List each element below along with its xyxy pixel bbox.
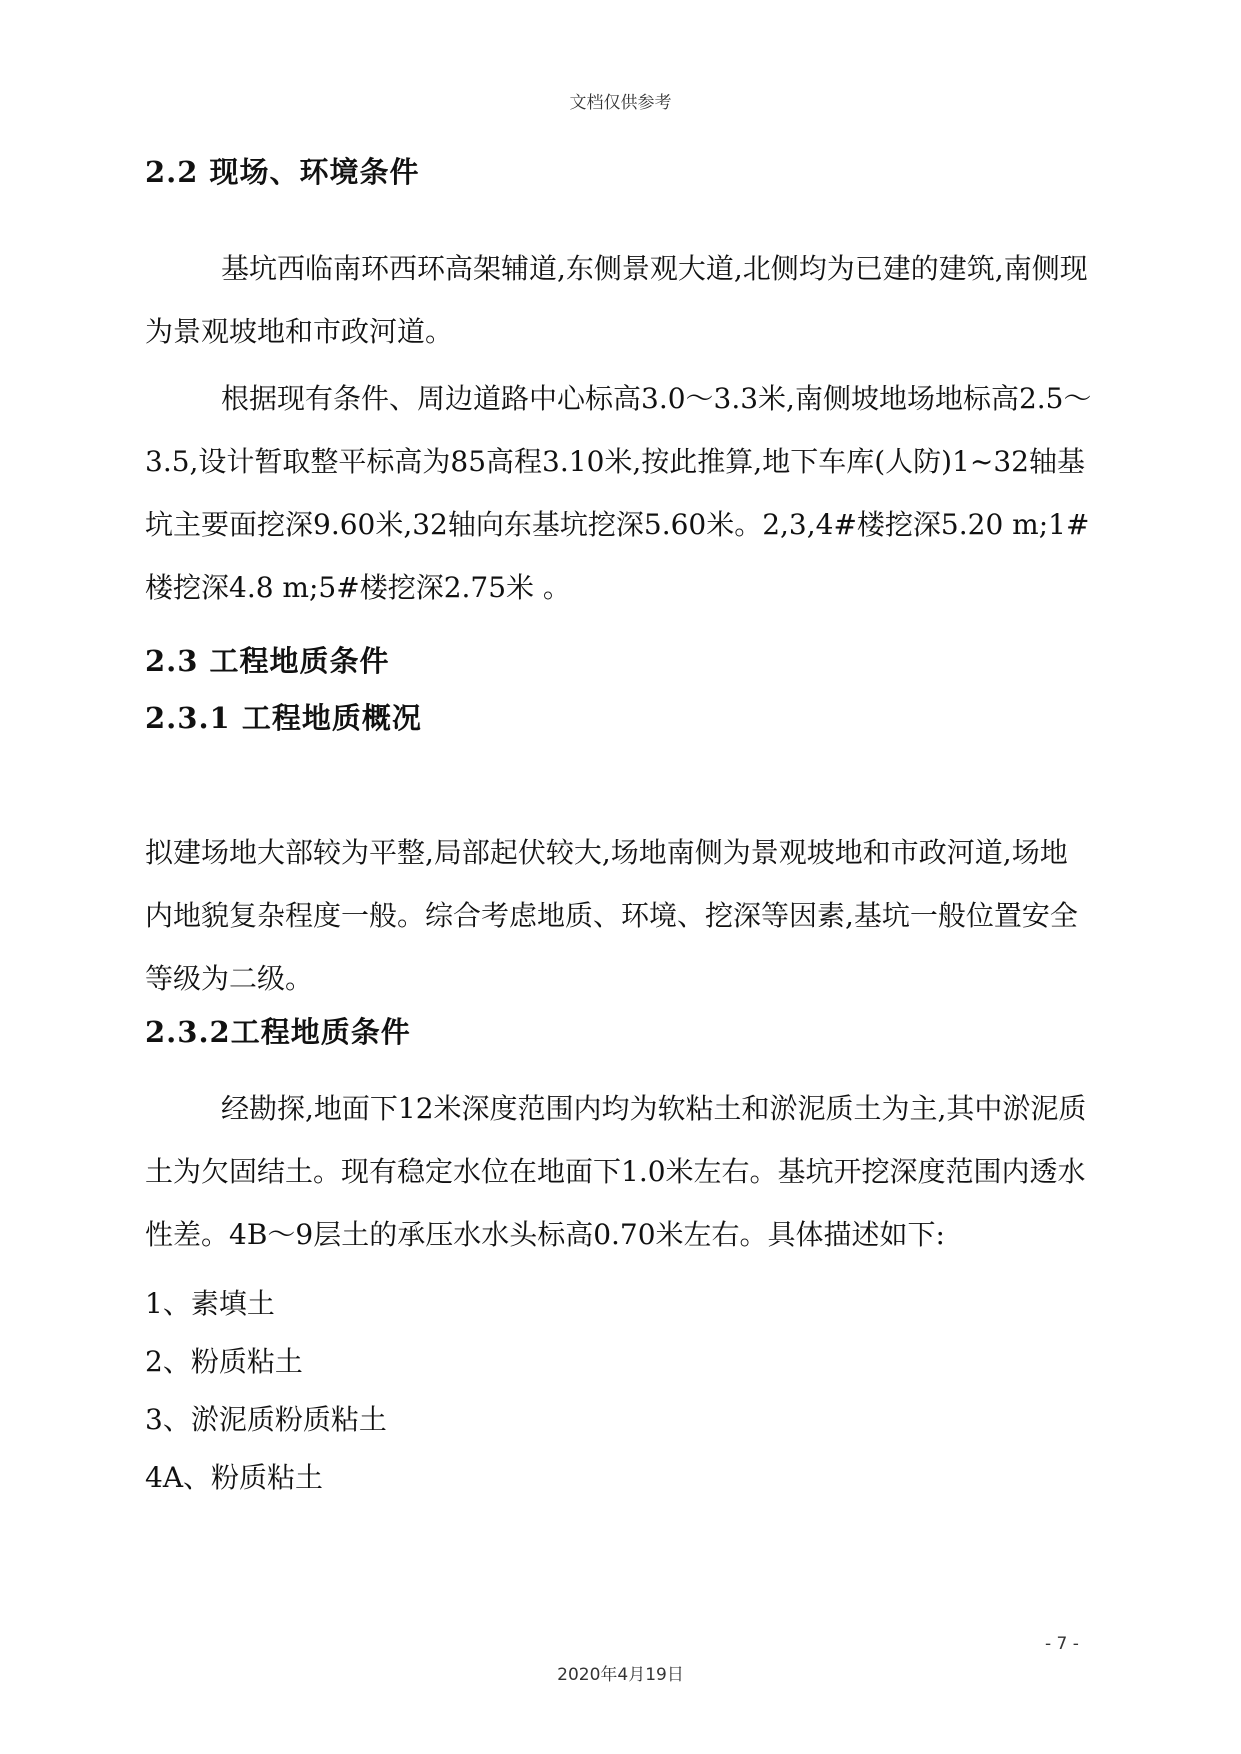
section-2-3-1-paragraph: 拟建场地大部较为平整,局部起伏较大,场地南侧为景观坡地和市政河道,场地内地貌复杂程度一般。综合考虑地质、环境、挖深等因素,基坑一般位置安全等级为二级。: [145, 836, 1078, 995]
list-item: 4A、粉质粘土: [145, 1461, 324, 1494]
page-number: - 7 -: [1045, 1634, 1079, 1654]
footer-date: 2020年4月19日: [557, 1665, 684, 1685]
section-2-2-paragraph-1: 基坑西临南环西环高架辅道,东侧景观大道,北侧均为已建的建筑,南侧现为景观坡地和市政河道。: [145, 252, 1088, 348]
section-2-3-2-heading: 2.3.2工程地质条件: [145, 1015, 411, 1049]
section-2-3-2-paragraph: 经勘探,地面下12米深度范围内均为软粘土和淤泥质土为主,其中淤泥质土为欠固结土。现有稳定水位在地面下1.0米左右。基坑开挖深度范围内透水性差。4B～9层土的承压水水头标高0.70米左右。具体描述如下:: [145, 1092, 1087, 1251]
page-header-watermark: 文档仅供参考: [569, 93, 672, 113]
section-2-3-heading: 2.3 工程地质条件: [145, 644, 390, 678]
list-item: 2、粉质粘土: [145, 1345, 303, 1378]
document-body: [145, 150, 1095, 1498]
section-2-2-heading: 2.2 现场、环境条件: [145, 155, 420, 189]
soil-layer-list: [145, 1284, 1095, 1498]
section-2-3-1-heading: 2.3.1 工程地质概况: [145, 701, 422, 735]
section-2-2-paragraph-2: 根据现有条件、周边道路中心标高3.0～3.3米,南侧坡地场地标高2.5～3.5,设计暂取整平标高为85高程3.10米,按此推算,地下车库(人防)1~32轴基坑主要面挖深9.60米,32轴向东基坑挖深5.60米。2,3,4#楼挖深5.20 m;1#楼挖深4.8 m;5#楼挖深2.75米 。: [145, 382, 1092, 604]
list-item: 3、淤泥质粉质粘土: [145, 1403, 387, 1436]
list-item: 1、素填土: [145, 1287, 275, 1320]
